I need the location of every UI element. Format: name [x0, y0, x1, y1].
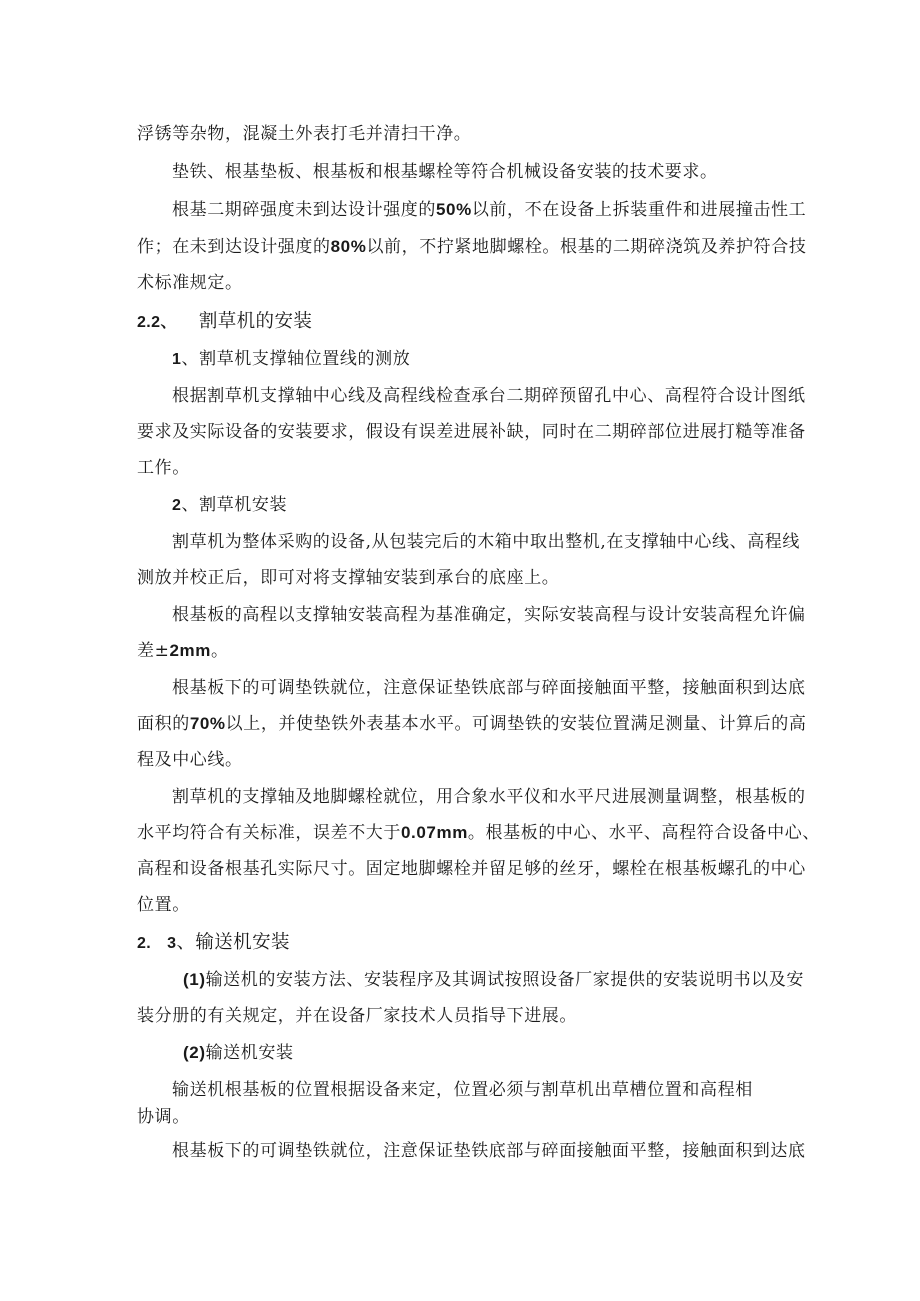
section-heading: 2.2、 割草机的安装: [137, 311, 313, 332]
paragraph-line: 根基板下的可调垫铁就位，注意保证垫铁底部与碎面接触面平整，接触面积到达底: [172, 678, 806, 698]
paragraph-line: 垫铁、根基垫板、根基板和根基螺栓等符合机械设备安装的技术要求。: [172, 162, 718, 182]
paragraph-line: 作；在未到达设计强度的80%以前，不拧紧地脚螺栓。根基的二期碎浇筑及养护符合技: [137, 237, 807, 257]
paragraph-line: 程及中心线。: [137, 750, 243, 770]
paragraph-line: 根基板下的可调垫铁就位，注意保证垫铁底部与碎面接触面平整，接触面积到达底: [172, 1141, 806, 1161]
paragraph-line: 根基二期碎强度未到达设计强度的50%以前，不在设备上拆装重件和进展撞击性工: [172, 200, 807, 220]
paragraph-line: 工作。: [137, 458, 190, 478]
paragraph-line: 根基板的高程以支撑轴安装高程为基准确定，实际安装高程与设计安装高程允许偏: [172, 605, 806, 625]
paragraph-line: 输送机根基板的位置根据设备来定，位置必须与割草机出草槽位置和高程相: [172, 1080, 753, 1100]
paragraph-line: 协调。: [137, 1107, 190, 1127]
paragraph-line: 根据割草机支撑轴中心线及高程线检查承台二期碎预留孔中心、高程符合设计图纸: [172, 386, 806, 406]
paragraph-line: 面积的70%以上，并使垫铁外表基本水平。可调垫铁的安装位置满足测量、计算后的高: [137, 714, 807, 734]
paragraph-line: 浮锈等杂物，混凝土外表打毛并清扫干净。: [137, 124, 472, 144]
subsection-heading: (2)输送机安装: [183, 1043, 294, 1063]
paragraph-line: 位置。: [137, 895, 190, 915]
paragraph-line: 割草机为整体采购的设备,从包装完后的木箱中取出整机,在支撑轴中心线、高程线: [172, 532, 801, 552]
subsection-heading: 2、割草机安装: [172, 495, 288, 515]
paragraph-line: (1)输送机的安装方法、安装程序及其调试按照设备厂家提供的安装说明书以及安: [183, 970, 804, 990]
paragraph-line: 术标准规定。: [137, 273, 243, 293]
paragraph-line: 测放并校正后，即可对将支撑轴安装到承台的底座上。: [137, 568, 560, 588]
paragraph-line: 高程和设备根基孔实际尺寸。固定地脚螺栓并留足够的丝牙，螺栓在根基板螺孔的中心: [137, 859, 806, 879]
paragraph-line: 水平均符合有关标准，误差不大于0.07mm。根基板的中心、水平、高程符合设备中心、: [137, 823, 820, 843]
paragraph-line: 装分册的有关规定，并在设备厂家技术人员指导下进展。: [137, 1006, 577, 1026]
paragraph-line: 要求及实际设备的安装要求，假设有误差进展补缺，同时在二期碎部位进展打糙等准备: [137, 422, 806, 442]
section-heading: 2. 3、输送机安装: [137, 932, 290, 953]
subsection-heading: 1、割草机支撑轴位置线的测放: [172, 349, 411, 369]
paragraph-line: 割草机的支撑轴及地脚螺栓就位，用合象水平仪和水平尺进展测量调整，根基板的: [172, 787, 806, 807]
paragraph-line: 差±2mm。: [137, 641, 229, 661]
